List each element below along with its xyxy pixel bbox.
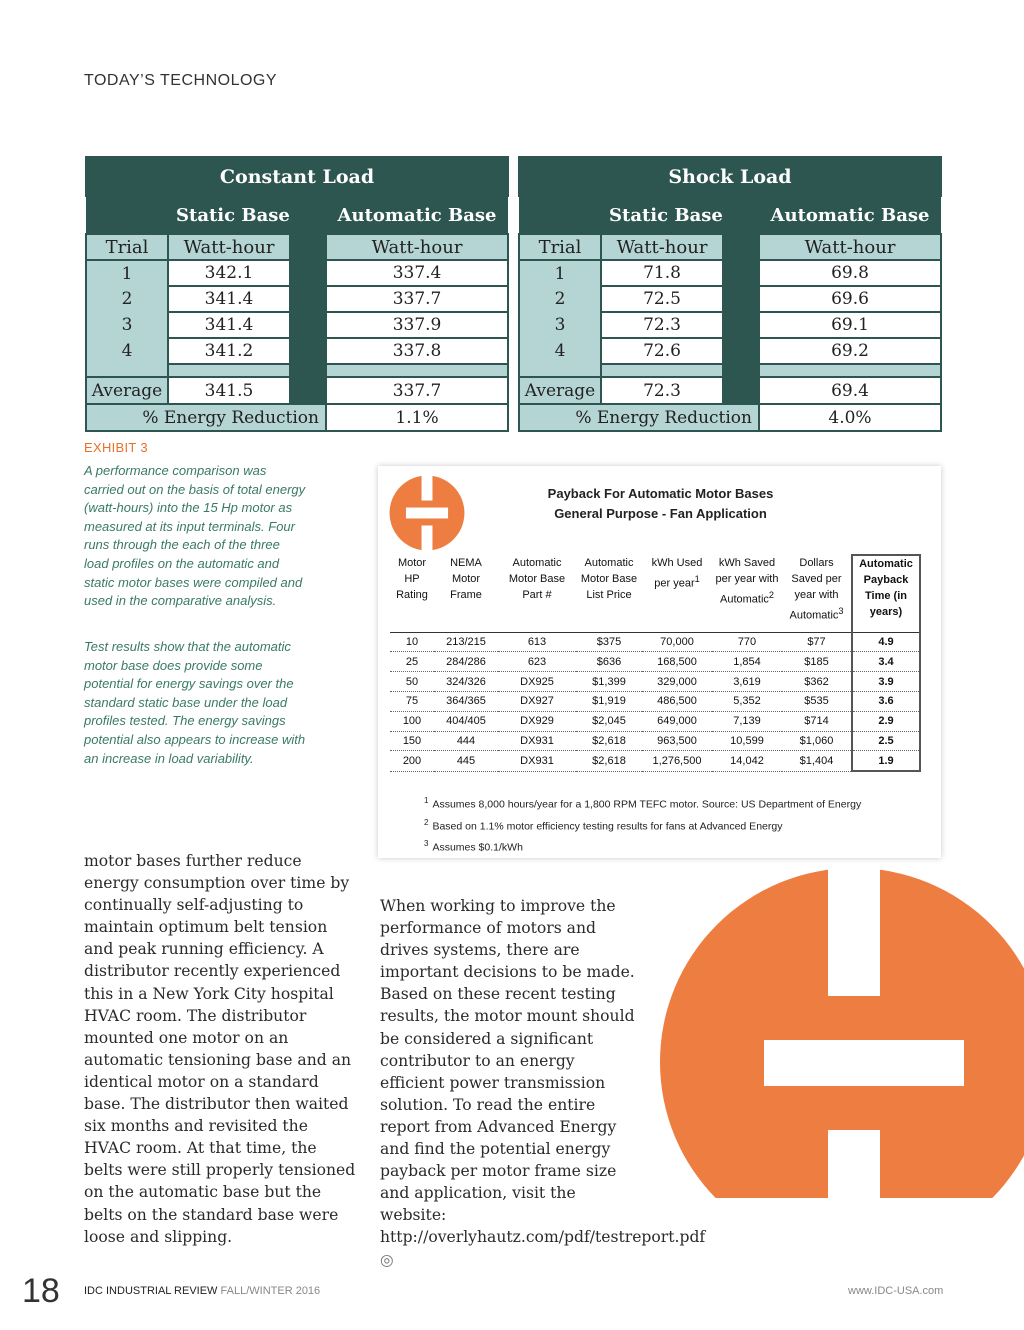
table-row	[86, 338, 508, 364]
exhibit-caption-1: A performance comparison was carried out on the basis of total energy (watt-hours) into the 15 Hp motor as measured at its input terminals. Four runs through the each of the three load profiles on the automatic and static motor bases were compiled and used in the comparative analysis.	[84, 463, 306, 609]
kwh-used-cell: 486,500	[642, 692, 712, 712]
kwh-saved-cell: 770	[712, 632, 782, 652]
trial-cell: 1	[86, 260, 168, 286]
hp-cell: 200	[390, 751, 434, 771]
payback-table	[390, 554, 921, 772]
table-row	[519, 286, 941, 312]
trial-cell: 3	[86, 312, 168, 338]
auto-cell: 69.1	[759, 312, 941, 338]
footnote	[424, 792, 861, 814]
static-base-header: Static Base	[601, 196, 759, 234]
table-row	[390, 731, 920, 751]
kwh-saved-cell: 1,854	[712, 652, 782, 672]
static-cell: 342.1	[168, 260, 290, 286]
footnote-marker: 1	[424, 796, 429, 805]
table-row	[519, 260, 941, 286]
energy-reduction-value: 4.0%	[759, 404, 941, 431]
exhibit-label: EXHIBIT 3	[84, 440, 148, 455]
footnote-text: Based on 1.1% motor efficiency testing results for fans at Advanced Energy	[432, 820, 783, 832]
footer-url: www.IDC-USA.com	[848, 1285, 944, 1297]
footnote-text: Assumes $0.1/kWh	[432, 841, 523, 854]
kwh-saved-cell: 5,352	[712, 692, 782, 712]
static-cell: 72.5	[601, 286, 723, 312]
kwh-used-cell: 70,000	[642, 632, 712, 652]
average-static: 72.3	[601, 377, 723, 404]
table-row	[390, 692, 920, 712]
publication-name: IDC INDUSTRIAL REVIEW	[84, 1285, 218, 1297]
trial-header: Trial	[86, 234, 168, 260]
table-row	[519, 338, 941, 364]
article-column-2-text: When working to improve the performance of motors and drives systems, there are important decisions to be made. Based on these recent testing results, the motor mount should be considered a significant contributor to an energy efficient power transmission solution. To read the entire report from Advanced Energy and find the potential energy payback per motor frame size and application, visit the website: http://overlyhautz.com/pdf/testreport.pdf	[380, 897, 706, 1247]
price-cell: $1,399	[576, 672, 642, 692]
col-frame-header: NEMA Motor Frame	[450, 557, 482, 601]
constant-load-table	[85, 156, 509, 432]
kwh-saved-cell: 14,042	[712, 751, 782, 771]
energy-reduction-label: % Energy Reduction	[86, 404, 326, 431]
energy-reduction-row	[86, 404, 508, 431]
dollars-cell: $185	[782, 652, 852, 672]
table-row	[390, 751, 920, 771]
table-row	[390, 652, 920, 672]
price-cell: $2,618	[576, 731, 642, 751]
part-cell: DX929	[498, 711, 576, 731]
col-hp-header: Motor HP Rating	[396, 557, 428, 601]
static-cell: 71.8	[601, 260, 723, 286]
automatic-base-header: Automatic Base	[326, 196, 508, 234]
static-cell: 341.4	[168, 286, 290, 312]
average-auto: 69.4	[759, 377, 941, 404]
trial-cell: 2	[86, 286, 168, 312]
company-logo-icon	[388, 474, 466, 552]
footnote-marker: 3	[838, 606, 844, 616]
kwh-used-cell: 649,000	[642, 711, 712, 731]
page-number: 18	[22, 1272, 60, 1310]
part-cell: DX931	[498, 731, 576, 751]
price-cell: $2,045	[576, 711, 642, 731]
price-cell: $1,919	[576, 692, 642, 712]
trial-cell: 3	[519, 312, 601, 338]
part-cell: DX925	[498, 672, 576, 692]
payback-cell: 4.9	[852, 632, 920, 652]
payback-title	[518, 484, 803, 524]
average-static: 341.5	[168, 377, 290, 404]
payback-title-line-2: General Purpose - Fan Application	[554, 506, 767, 521]
auto-cell: 69.6	[759, 286, 941, 312]
table-row	[390, 672, 920, 692]
part-cell: 623	[498, 652, 576, 672]
issue-name: FALL/WINTER 2016	[220, 1285, 321, 1297]
static-unit-header: Watt-hour	[168, 234, 290, 260]
payback-cell: 3.6	[852, 692, 920, 712]
kwh-used-cell: 1,276,500	[642, 751, 712, 771]
article-column-2	[380, 895, 706, 1271]
part-cell: DX927	[498, 692, 576, 712]
col-price-header: Automatic Motor Base List Price	[580, 557, 638, 601]
trial-cell: 1	[519, 260, 601, 286]
col-dollars-header	[782, 555, 852, 632]
col-kwh-used-header	[642, 555, 712, 632]
payback-cell: 3.9	[852, 672, 920, 692]
dollars-cell: $535	[782, 692, 852, 712]
dollars-cell: $1,404	[782, 751, 852, 771]
hp-cell: 10	[390, 632, 434, 652]
average-row	[86, 377, 508, 404]
table-row	[86, 312, 508, 338]
frame-cell: 444	[434, 731, 498, 751]
kwh-used-cell: 963,500	[642, 731, 712, 751]
footnote-marker: 3	[424, 839, 429, 848]
payback-footnotes	[424, 792, 861, 857]
kwh-used-cell: 168,500	[642, 652, 712, 672]
automatic-base-header: Automatic Base	[759, 196, 941, 234]
table-row	[390, 632, 920, 652]
auto-cell: 69.2	[759, 338, 941, 364]
dollars-cell: $77	[782, 632, 852, 652]
auto-cell: 337.7	[326, 286, 508, 312]
footnote-marker: 1	[694, 574, 700, 584]
hp-cell: 100	[390, 711, 434, 731]
dollars-cell: $362	[782, 672, 852, 692]
table-row	[86, 286, 508, 312]
exhibit-caption-2: Test results show that the automatic motor base does provide some potential for energy savings over the standard static base under the load profiles tested. The energy savings potential also appears to increase with an increase in load variability.	[84, 639, 306, 766]
col-kwh-saved-header	[712, 555, 782, 632]
table-row	[390, 711, 920, 731]
footnote	[424, 814, 861, 836]
frame-cell: 364/365	[434, 692, 498, 712]
average-auto: 337.7	[326, 377, 508, 404]
energy-reduction-label: % Energy Reduction	[519, 404, 759, 431]
price-cell: $375	[576, 632, 642, 652]
kwh-saved-header-text: kWh Saved per year with Automatic	[715, 557, 779, 606]
static-unit-header: Watt-hour	[601, 234, 723, 260]
auto-cell: 337.4	[326, 260, 508, 286]
dollars-header-text: Dollars Saved per year with Automatic	[789, 557, 842, 622]
kwh-used-cell: 329,000	[642, 672, 712, 692]
energy-reduction-row	[519, 404, 941, 431]
static-cell: 341.2	[168, 338, 290, 364]
hp-cell: 25	[390, 652, 434, 672]
auto-unit-header: Watt-hour	[759, 234, 941, 260]
static-cell: 341.4	[168, 312, 290, 338]
col-payback-header: Automatic Payback Time (in years)	[852, 555, 920, 632]
payback-cell: 2.5	[852, 731, 920, 751]
shock-load-title: Shock Load	[519, 157, 941, 196]
payback-cell: 3.4	[852, 652, 920, 672]
auto-cell: 337.9	[326, 312, 508, 338]
static-base-header: Static Base	[168, 196, 326, 234]
company-logo-large-icon	[660, 868, 1024, 1198]
dollars-cell: $1,060	[782, 731, 852, 751]
average-row	[519, 377, 941, 404]
payback-cell: 1.9	[852, 751, 920, 771]
part-cell: 613	[498, 632, 576, 652]
footnote	[424, 835, 861, 857]
trial-header: Trial	[519, 234, 601, 260]
trial-cell: 4	[519, 338, 601, 364]
average-label: Average	[86, 377, 168, 404]
auto-cell: 337.8	[326, 338, 508, 364]
kwh-saved-cell: 3,619	[712, 672, 782, 692]
price-cell: $636	[576, 652, 642, 672]
kwh-saved-cell: 10,599	[712, 731, 782, 751]
footnote-marker: 2	[424, 817, 429, 827]
part-cell: DX931	[498, 751, 576, 771]
price-cell: $2,618	[576, 751, 642, 771]
footnote-marker: 2	[768, 590, 774, 600]
auto-unit-header: Watt-hour	[326, 234, 508, 260]
hp-cell: 75	[390, 692, 434, 712]
kwh-used-header-text: kWh Used per year	[651, 557, 703, 590]
static-cell: 72.6	[601, 338, 723, 364]
frame-cell: 445	[434, 751, 498, 771]
payback-title-line-1: Payback For Automatic Motor Bases	[547, 486, 774, 501]
frame-cell: 284/286	[434, 652, 498, 672]
kwh-saved-cell: 7,139	[712, 711, 782, 731]
energy-reduction-value: 1.1%	[326, 404, 508, 431]
payback-cell: 2.9	[852, 711, 920, 731]
payback-card	[378, 466, 941, 858]
auto-cell: 69.8	[759, 260, 941, 286]
footnote-text: Assumes 8,000 hours/year for a 1,800 RPM TEFC motor. Source: US Department of Energy	[432, 798, 862, 811]
article-column-1: motor bases further reduce energy consumption over time by continually self-adjusting to maintain optimum belt tension and peak running efficiency. A distributor recently experienced this in a New York City hospital HVAC room. The distributor mounted one motor on an automatic tensioning base and an identical motor on a standard base. The distributor then waited six months and revisited the HVAC room. At that time, the belts were still properly tensioned on the automatic base but the belts on the standard base were loose and slipping.	[84, 852, 356, 1246]
frame-cell: 324/326	[434, 672, 498, 692]
frame-cell: 404/405	[434, 711, 498, 731]
constant-load-title: Constant Load	[86, 157, 508, 196]
col-part-header: Automatic Motor Base Part #	[508, 557, 566, 601]
average-label: Average	[519, 377, 601, 404]
shock-load-table	[518, 156, 942, 432]
table-row	[86, 260, 508, 286]
static-cell: 72.3	[601, 312, 723, 338]
section-label: TODAY’S TECHNOLOGY	[84, 72, 278, 89]
frame-cell: 213/215	[434, 632, 498, 652]
dollars-cell: $714	[782, 711, 852, 731]
end-mark-icon: ◎	[380, 1250, 394, 1269]
trial-cell: 2	[519, 286, 601, 312]
trial-cell: 4	[86, 338, 168, 364]
hp-cell: 50	[390, 672, 434, 692]
hp-cell: 150	[390, 731, 434, 751]
table-row	[519, 312, 941, 338]
footer-publication	[84, 1285, 320, 1297]
